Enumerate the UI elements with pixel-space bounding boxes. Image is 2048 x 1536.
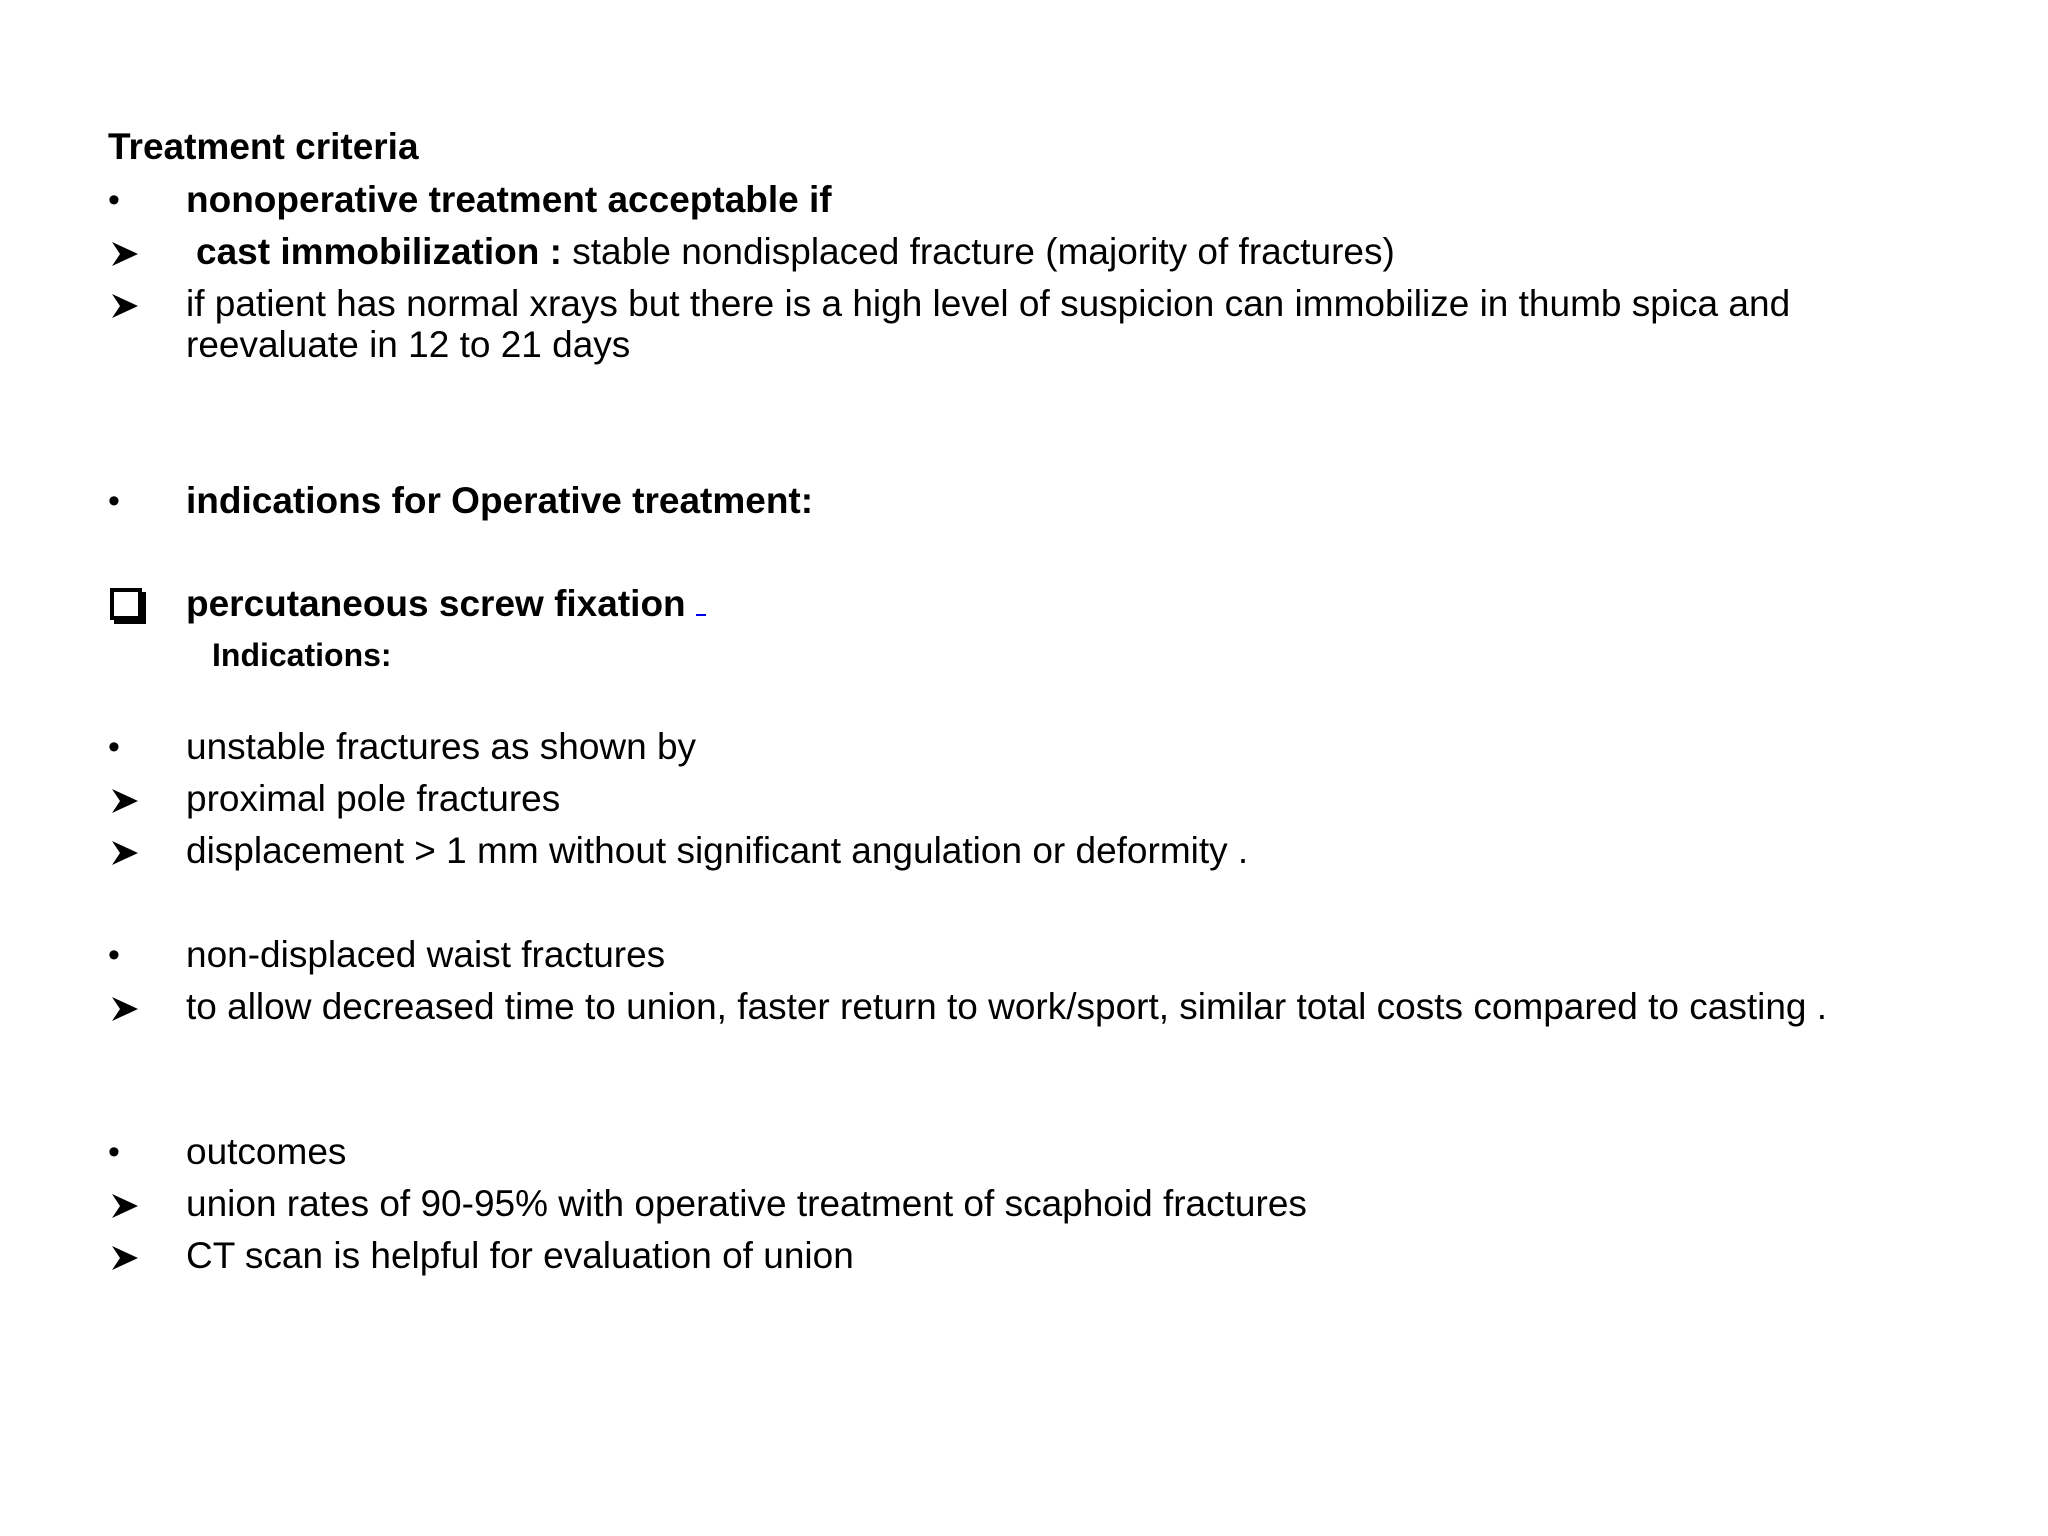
operative-title: indications for Operative treatment:: [186, 480, 814, 521]
union-rates-text: union rates of 90-95% with operative treatment of scaphoid fractures: [186, 1183, 1307, 1224]
bullet-dot-icon: •: [108, 1133, 120, 1171]
unstable-title: unstable fractures as shown by: [186, 726, 697, 767]
outcomes-title: outcomes: [186, 1131, 347, 1172]
bullet-dot-icon: •: [108, 181, 120, 219]
screw-fixation-title: percutaneous screw fixation: [186, 583, 686, 624]
bullet-dot-icon: •: [108, 728, 120, 766]
proximal-text: proximal pole fractures: [186, 778, 561, 819]
cast-label: cast immobilization :: [196, 231, 562, 272]
suspicion-text: if patient has normal xrays but there is a high level of suspicion can immobilize in thumb spica and reevaluate in 12 to 21 days: [186, 283, 1791, 365]
hyperlink-underline[interactable]: [696, 584, 706, 616]
bullet-dot-icon: •: [108, 482, 120, 520]
nonoperative-title: nonoperative treatment acceptable if: [186, 179, 832, 220]
bullet-dot-icon: •: [108, 936, 120, 974]
displacement-text: displacement > 1 mm without significant angulation or deformity .: [186, 830, 1249, 871]
indications-subheading: Indications:: [212, 637, 392, 673]
cast-text: stable nondisplaced fracture (majority of fractures): [561, 231, 1395, 272]
union-time-text: to allow decreased time to union, faster return to work/sport, similar total costs compared to casting .: [186, 986, 1828, 1027]
slide-heading: Treatment criteria: [108, 126, 419, 167]
ct-scan-text: CT scan is helpful for evaluation of union: [186, 1235, 854, 1276]
nondisplaced-title: non-displaced waist fractures: [186, 934, 666, 975]
